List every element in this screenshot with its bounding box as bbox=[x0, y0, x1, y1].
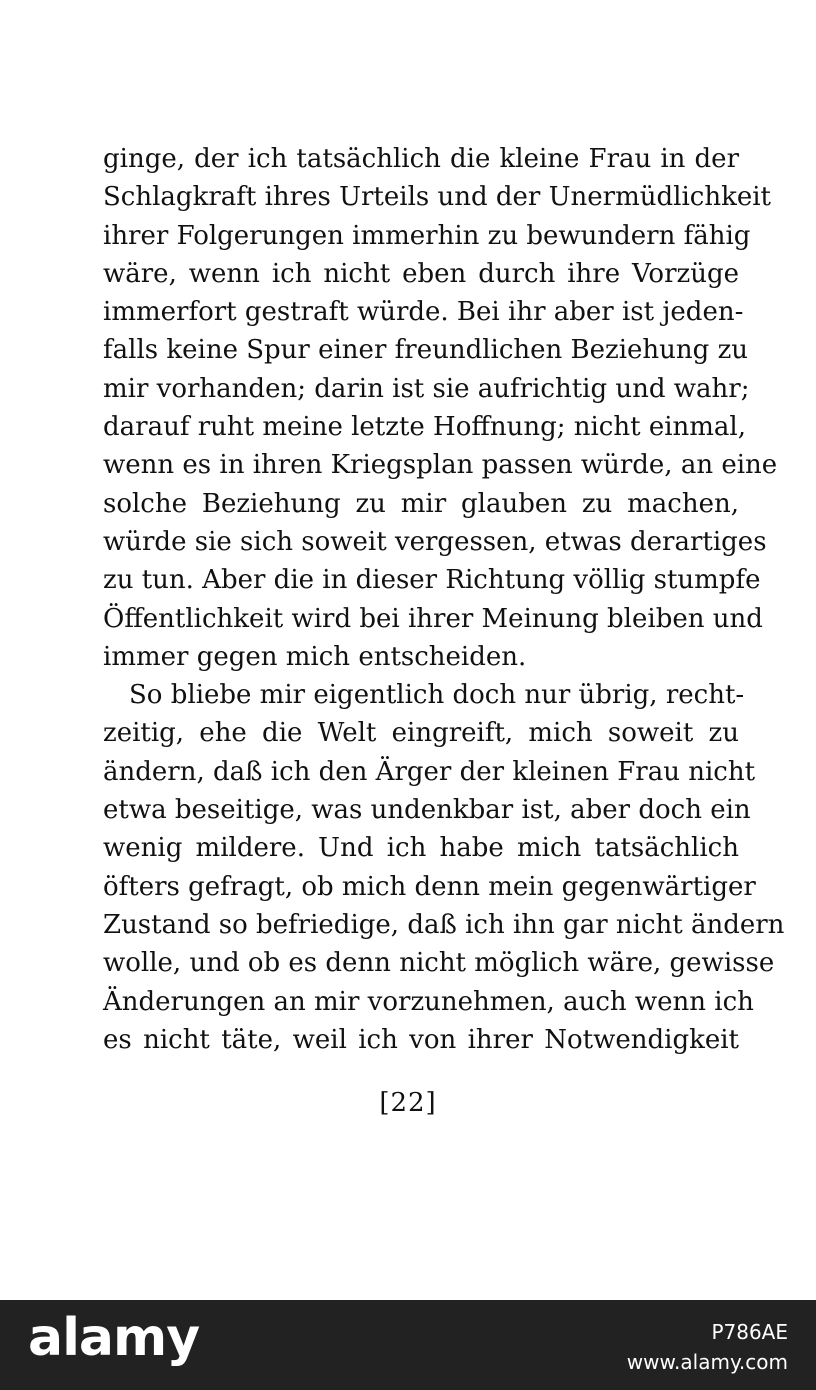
text-line: zu tun. Aber die in dieser Richtung völlig stumpfe bbox=[103, 565, 761, 596]
page-number: [22] bbox=[379, 1088, 437, 1118]
text-line: ihrer Folgerungen immerhin zu bewundern fähig bbox=[103, 220, 751, 251]
text-line: öfters gefragt, ob mich denn mein gegenwärtiger bbox=[103, 871, 756, 902]
footer-url: www.alamy.com bbox=[626, 1350, 788, 1374]
text-line: ändern, daß ich den Ärger der kleinen Frau nicht bbox=[103, 756, 756, 787]
image-id: P786AE bbox=[711, 1320, 788, 1344]
text-line: Änderungen an mir vorzunehmen, auch wenn ich bbox=[103, 986, 754, 1017]
text-line: So bliebe mir eigentlich doch nur übrig, recht- bbox=[129, 680, 745, 711]
text-line: wolle, und ob es denn nicht möglich wäre, gewisse bbox=[103, 948, 775, 979]
text-line: wenn es in ihren Kriegsplan passen würde, an eine bbox=[103, 450, 778, 481]
text-line: immerfort gestraft würde. Bei ihr aber ist jeden- bbox=[103, 297, 744, 328]
text-line: wenig mildere. Und ich habe mich tatsächlich bbox=[103, 833, 739, 864]
text-line: wäre, wenn ich nicht eben durch ihre Vorzüge bbox=[103, 258, 739, 289]
text-line: würde sie sich soweit vergessen, etwas derartiges bbox=[103, 526, 767, 557]
text-line: es nicht täte, weil ich von ihrer Notwendigkeit bbox=[103, 1024, 739, 1055]
text-line: Schlagkraft ihres Urteils und der Unermüdlichkeit bbox=[103, 182, 771, 213]
text-line: darauf ruht meine letzte Hoffnung; nicht einmal, bbox=[103, 412, 747, 443]
text-line: solche Beziehung zu mir glauben zu machen, bbox=[103, 488, 739, 519]
body-text bbox=[103, 140, 785, 1059]
text-line: Öffentlichkeit wird bei ihrer Meinung bleiben und bbox=[103, 603, 763, 634]
text-line: mir vorhanden; darin ist sie aufrichtig und wahr; bbox=[103, 373, 750, 404]
text-line: ginge, der ich tatsächlich die kleine Frau in der bbox=[103, 144, 739, 174]
text-line: etwa beseitige, was undenkbar ist, aber doch ein bbox=[103, 795, 751, 826]
text-line: falls keine Spur einer freundlichen Beziehung zu bbox=[103, 335, 749, 366]
text-line: zeitig, ehe die Welt eingreift, mich soweit zu bbox=[103, 718, 739, 749]
text-line: Zustand so befriedige, daß ich ihn gar nicht ändern bbox=[103, 909, 785, 940]
text-line: immer gegen mich entscheiden. bbox=[103, 641, 527, 672]
alamy-logo: alamy bbox=[28, 1308, 200, 1368]
watermark-footer bbox=[0, 1300, 816, 1390]
